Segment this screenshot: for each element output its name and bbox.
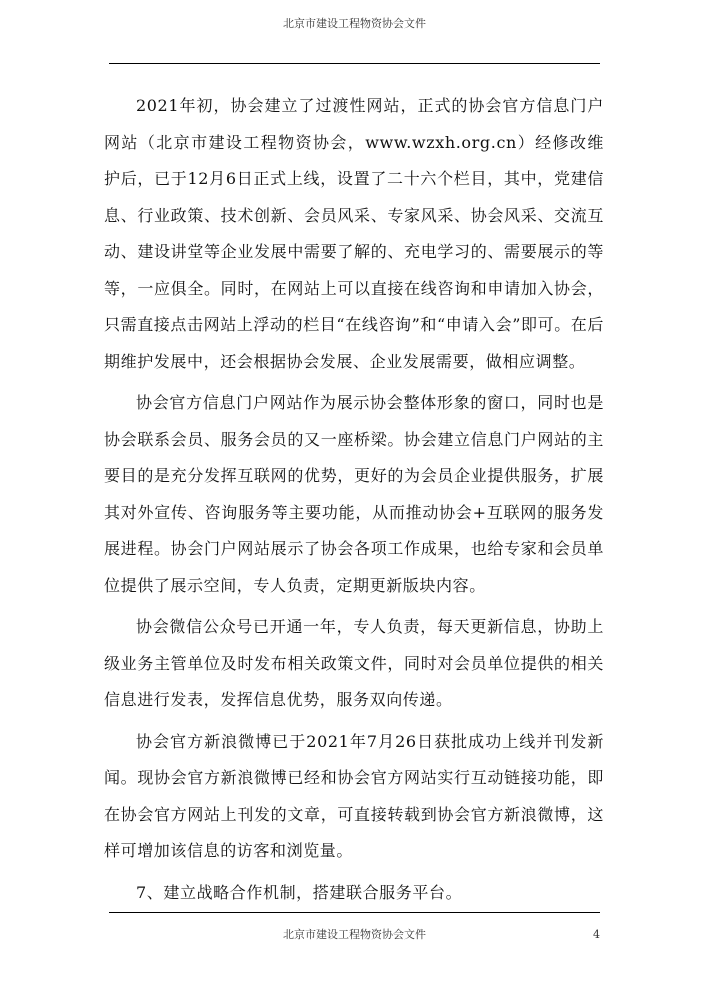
page-header: 北京市建设工程物资协会文件 (283, 17, 426, 30)
header-divider (109, 63, 600, 64)
document-body (104, 88, 604, 911)
paragraph-weibo-account: 协会官方新浪微博已于2021年7月26日获批成功上线并刊发新闻。现协会官方新浪微博已经和协会官方网站实行互动链接功能，即在协会官方网站上刊发的文章，可直接转载到协会官方新浪微博，这样可增加该信息的访客和浏览量。 (104, 731, 604, 860)
paragraph-website-launch: 2021年初，协会建立了过渡性网站，正式的协会官方信息门户网站（北京市建设工程物资协会，www.wzxh.org.cn）经修改维护后，已于12月6日正式上线，设置了二十六个栏目，其中，党建信息、行业政策、技术创新、会员风采、专家风采、协会风采、交流互动、建设讲堂等企业发展中需要了解的、充电学习的、需要展示的等等，一应俱全。同时，在网站上可以直接在线咨询和申请加入协会，只需直接点击网站上浮动的栏目“在线咨询”和“申请入会”即可。在后期维护发展中，还会根据协会发展、企业发展需要，做相应调整。 (104, 96, 604, 371)
footer-divider (109, 912, 600, 913)
paragraph-section-7-heading: 7、建立战略合作机制，搭建联合服务平台。 (136, 882, 463, 902)
paragraph-portal-purpose: 协会官方信息门户网站作为展示协会整体形象的窗口，同时也是协会联系会员、服务会员的又一座桥梁。协会建立信息门户网站的主要目的是充分发挥互联网的优势，更好的为会员企业提供服务，扩展其对外宣传、咨询服务等主要功能，从而推动协会+互联网的服务发展进程。协会门户网站展示了协会各项工作成果，也给专家和会员单位提供了展示空间，专人负责，定期更新版块内容。 (104, 393, 604, 595)
paragraph-wechat-account: 协会微信公众号已开通一年，专人负责，每天更新信息，协助上级业务主管单位及时发布相关政策文件，同时对会员单位提供的相关信息进行发表，发挥信息优势，服务双向传递。 (104, 617, 604, 709)
page-footer: 北京市建设工程物资协会文件 (283, 928, 426, 941)
page-number: 4 (593, 928, 600, 941)
